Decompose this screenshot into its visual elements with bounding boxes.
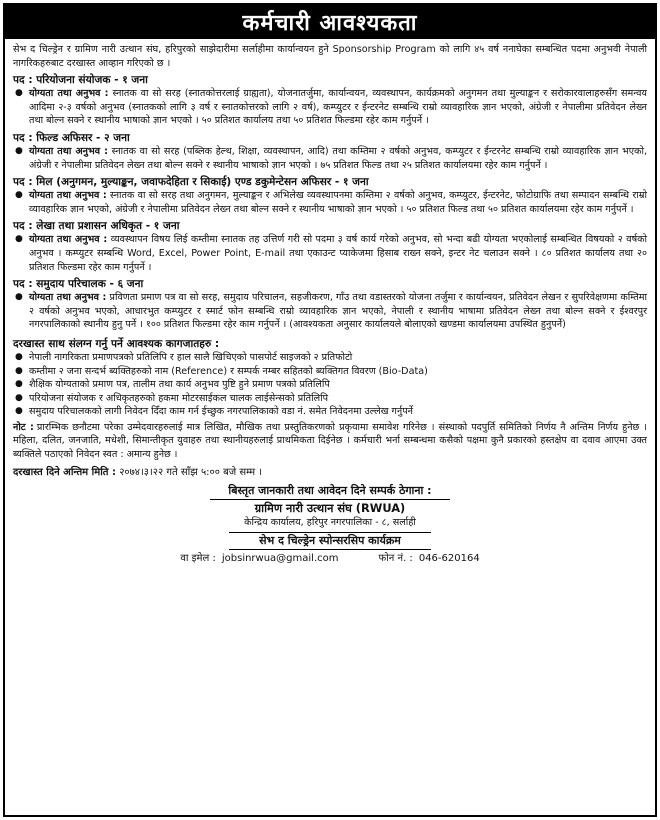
list-item bbox=[13, 378, 647, 392]
advertisement-body bbox=[5, 39, 655, 565]
deadline-value: २०७४।३।२२ गते साँझ ५:०० बजे सम्म । bbox=[119, 466, 263, 478]
position-title: पद : लेखा तथा प्रशासन अधिकृत - १ जना bbox=[13, 220, 180, 233]
list-item bbox=[13, 233, 647, 274]
organization-address: केन्द्रिय कार्यालय, हरिपुर नगरपालिका - ८, सर्लाही bbox=[244, 517, 416, 529]
list-item bbox=[13, 365, 647, 379]
note-label: नोट : bbox=[13, 421, 34, 433]
organization-name: ग्रामिण नारी उत्थान संघ (RWUA) bbox=[254, 500, 406, 515]
documents-list bbox=[13, 351, 647, 419]
list-item bbox=[13, 87, 647, 128]
document-item: शैक्षिक योग्यताको प्रमाण पत्र, तालीम तथा कार्य अनुभव पुष्टि हुने प्रमाण पत्रको प्रतिलिपि bbox=[29, 379, 330, 391]
position-block bbox=[13, 277, 647, 332]
deadline-label: दरखास्त दिने अन्तिम मिति : bbox=[13, 466, 116, 478]
document-item: नेपाली नागरिकता प्रमाणपत्रको प्रतिलिपि र हाल सालै खिचिएको पासपोर्ट साइजको २ प्रतिफोटो bbox=[29, 351, 353, 363]
qualification-text: स्नातक वा सो सरह तथा अनुगमन, मुल्याङ्कन र अभिलेख व्यवस्थापनमा कम्तिमा २ वर्षको अनुभव, कम्प्युटर, ईन्टरनेट, फोटोग्राफि तथा सम्पादन सम्बन्धि राम्रो व्यावहारिक ज्ञान भएको, अंग्रेजी र नेपालीमा प्रतिवेदन लेख्न तथा बोल्न सक्ने र स्थानीय भाषाको ज्ञान भएको । ५० प्रतिशत फिल्ड तथा ५० प्रतिशत कार्यालयमा रहेर काम गर्नुपर्ने । bbox=[29, 190, 647, 215]
list-item bbox=[13, 392, 647, 406]
position-title: पद : मिल (अनुगमन, मुल्याङ्कन, जवाफदेहिता र सिकाई) एण्ड डकुमेन्टेसन अफिसर - १ जना bbox=[13, 176, 369, 189]
phone-label: फोन नं. : bbox=[378, 552, 413, 564]
position-title: पद : फिल्ड अफिसर - २ जना bbox=[13, 131, 130, 144]
page-title-bar bbox=[5, 5, 655, 39]
list-item bbox=[13, 405, 647, 419]
qualification-label: योग्यता तथा अनुभव : bbox=[29, 88, 109, 100]
bullet-icon: ● bbox=[15, 351, 23, 362]
bullet-icon: ● bbox=[15, 292, 23, 303]
bullet-icon: ● bbox=[15, 379, 23, 390]
document-item: परियोजना संयोजक र अधिकृतहरुको हकमा मोटरसाईकल चालक लाईसेन्सको प्रतिलिपि bbox=[29, 392, 329, 404]
contact-block bbox=[13, 484, 647, 565]
page-title: कर्मचारी आवश्यकता bbox=[242, 11, 418, 36]
note-text: प्रारम्भिक छनौटमा परेका उम्मेदवारहरुलाई मात्र लिखित, मौखिक तथा प्रस्तुतिकरणको प्रकृयामा समावेश गरिनेछ । संस्थाको पदपुर्ति समितिको निर्णय नै अन्तिम निर्णय हुनेछ । महिला, दलित, जनजाति, मधेशी, सिमान्तीकृत युवाहरु तथा स्थानीयहरुलाई प्राथमिकता दिईनेछ । कर्मचारी भर्ना सम्बन्धमा कसैको पक्षमा कुनै प्रकारको हस्तक्षेप वा दवाव आएमा उक्त ब्यक्तिले पठाएको निवेदन स्वत : अमान्य हुनेछ । bbox=[13, 421, 647, 461]
qualification-label: योग्यता तथा अनुभव : bbox=[29, 190, 107, 202]
position-title: पद : परियोजना संयोजक - १ जना bbox=[13, 74, 148, 87]
bullet-icon: ● bbox=[15, 88, 23, 99]
qualification-text: प्रविणता प्रमाण पत्र वा सो सरह, समुदाय परिचालन, सहजीकरण, गाँउ तथा वडास्तरको योजना तर्जुमा र कार्यान्वयन, प्रतिवेदन लेखन र सुपरिवेक्षणमा कम्तिमा २ वर्षको अनुभव भएको, आधारभुत कम्प्युटर र स्मार्ट फोन सम्बन्धि राम्रो व्यावहारिक ज्ञान भएको, नेपाली र स्थानीय भाषामा प्रतिवेदन लेख्न तथा बोल्न सक्ने र ईश्वरपुर नगरपालिकाको स्थानीय हुनु पर्ने । १०० प्रतिशत फिल्डमा रहेर काम गर्नुपर्ने । (आवश्यकता अनुसार कार्यालयले बोलाएको खण्डमा कार्यालयमा उपस्थित हुनुपर्ने) bbox=[29, 292, 647, 331]
list-item bbox=[13, 291, 647, 332]
position-title: पद : समुदाय परिचालक - ६ जना bbox=[13, 278, 144, 291]
qualification-text: स्नातक वा सो सरह (स्नातकोत्तरलाई ग्राह्यता), योजनातर्जुमा, कार्यान्वयन, व्यवस्थापन, कार्यक्रमको अनुगमन तथा मुल्याङ्कन र सरोकारवालाहरुसँग समन्वय आदिमा २-३ वर्षको अनुभव (स्नातकको लागि ३ वर्ष र स्नातकोत्तरको लागि २ वर्ष), कम्प्युटर र ईन्टरनेट सम्बन्धि राम्रो व्यावहारिक ज्ञान भएको, अंग्रेजी र नेपालीमा प्रतिवेदन लेख्न तथा बोल्न सक्ने र स्थानीय भाषाको ज्ञान भएको । ५० प्रतिशत कार्यालय तथा ५० प्रतिशत फिल्डमा रहेर काम गर्नुपर्ने । bbox=[29, 88, 647, 127]
bullet-icon: ● bbox=[15, 406, 23, 417]
qualification-label: योग्यता तथा अनुभव : bbox=[29, 292, 107, 304]
program-name: सेभ द चिल्ड्रेन स्पोन्सरसिप कार्यक्रम bbox=[229, 532, 431, 550]
email-link[interactable]: jobsinrwua@gmail.com bbox=[221, 552, 339, 564]
position-block bbox=[13, 175, 647, 216]
position-block bbox=[13, 73, 647, 128]
note-paragraph bbox=[13, 421, 647, 462]
list-item bbox=[13, 189, 647, 216]
qualification-label: योग्यता तथा अनुभव : bbox=[29, 145, 108, 157]
bullet-icon: ● bbox=[15, 392, 23, 403]
list-item bbox=[13, 351, 647, 365]
position-block bbox=[13, 219, 647, 274]
intro-paragraph: सेभ द चिल्ड्रेन र ग्रामिण नारी उत्थान संघ, हरिपुरको साझेदारीमा सर्लाहीमा कार्यान्वयन हुने Sponsorship Program को लागि ४५ वर्ष ननाघेका सम्बन्धित पदमा अनुभवी नेपाली नागरिकहरुबाट दरखास्त आव्हान गरिएको छ । bbox=[13, 44, 647, 69]
qualification-text: व्यवस्थापन विषय लिई कम्तीमा स्नातक तह उत्तिर्ण गरी सो पदमा ३ वर्ष कार्य गरेको अनुभव, सो भन्दा बढी योग्यता भएकोलाई सम्बन्धित विषयको २ वर्षको अनुभव । कम्प्युटर सम्बन्धि Word, Excel, Power Point, E-mail तथा एकाउन्ट प्याकेजमा हिसाब राख्न सक्ने, इन्टर नेट चलाउन सक्ने । ८० प्रतिशत कार्यालय तथा २० प्रतिशत फिल्डमा रहेर काम गर्नुपर्ने । bbox=[29, 234, 647, 273]
qualification-text: स्नातक वा सो सरह (पब्लिक हेल्थ, शिक्षा, व्यवस्थापन, आदि) तथा कम्तिमा २ वर्षको अनुभव, कम्प्युटर र ईन्टरनेट सम्बन्धि राम्रो व्यावहारिक ज्ञान भएको, अंग्रेजी र नेपालीमा प्रतिवेदन लेख्न तथा बोल्न सक्ने र स्थानीय भाषाको ज्ञान भएको । ७५ प्रतिशत फिल्ड तथा २५ प्रतिशत कार्यालयमा रहेर काम गर्नुपर्ने । bbox=[29, 145, 648, 171]
bullet-icon: ● bbox=[15, 365, 23, 376]
phone-number: 046-620164 bbox=[418, 552, 480, 564]
qualification-label: योग्यता तथा अनुभव : bbox=[29, 234, 108, 246]
contact-heading: बिस्तृत जानकारी तथा आवेदन दिने सम्पर्क ठेगाना : bbox=[210, 484, 449, 500]
bullet-icon: ● bbox=[15, 190, 23, 201]
bullet-icon: ● bbox=[15, 145, 23, 156]
documents-heading: दरखास्त साथ संलग्न गर्नु पर्ने आवश्यक कागजातहरु : bbox=[13, 337, 220, 350]
document-item: कम्तीमा २ जना सन्दर्भ ब्यक्तिहरुको नाम (Reference) र सम्पर्क नम्बर सहितको ब्यक्तिगत विवरण (Bio-Data) bbox=[29, 365, 428, 377]
position-block bbox=[13, 131, 647, 172]
contact-details bbox=[13, 552, 647, 566]
list-item bbox=[13, 145, 647, 172]
job-advertisement bbox=[3, 3, 657, 817]
email-label: वा इमेल : bbox=[180, 552, 216, 564]
deadline-line bbox=[13, 466, 647, 480]
document-item: समुदाय परिचालकको लागी निवेदन दिँदा काम गर्न ईच्छुक नगरपालिकाको वडा नं. समेत निवेदनमा उल्लेख गर्नुपर्ने bbox=[29, 406, 413, 418]
bullet-icon: ● bbox=[15, 234, 23, 245]
